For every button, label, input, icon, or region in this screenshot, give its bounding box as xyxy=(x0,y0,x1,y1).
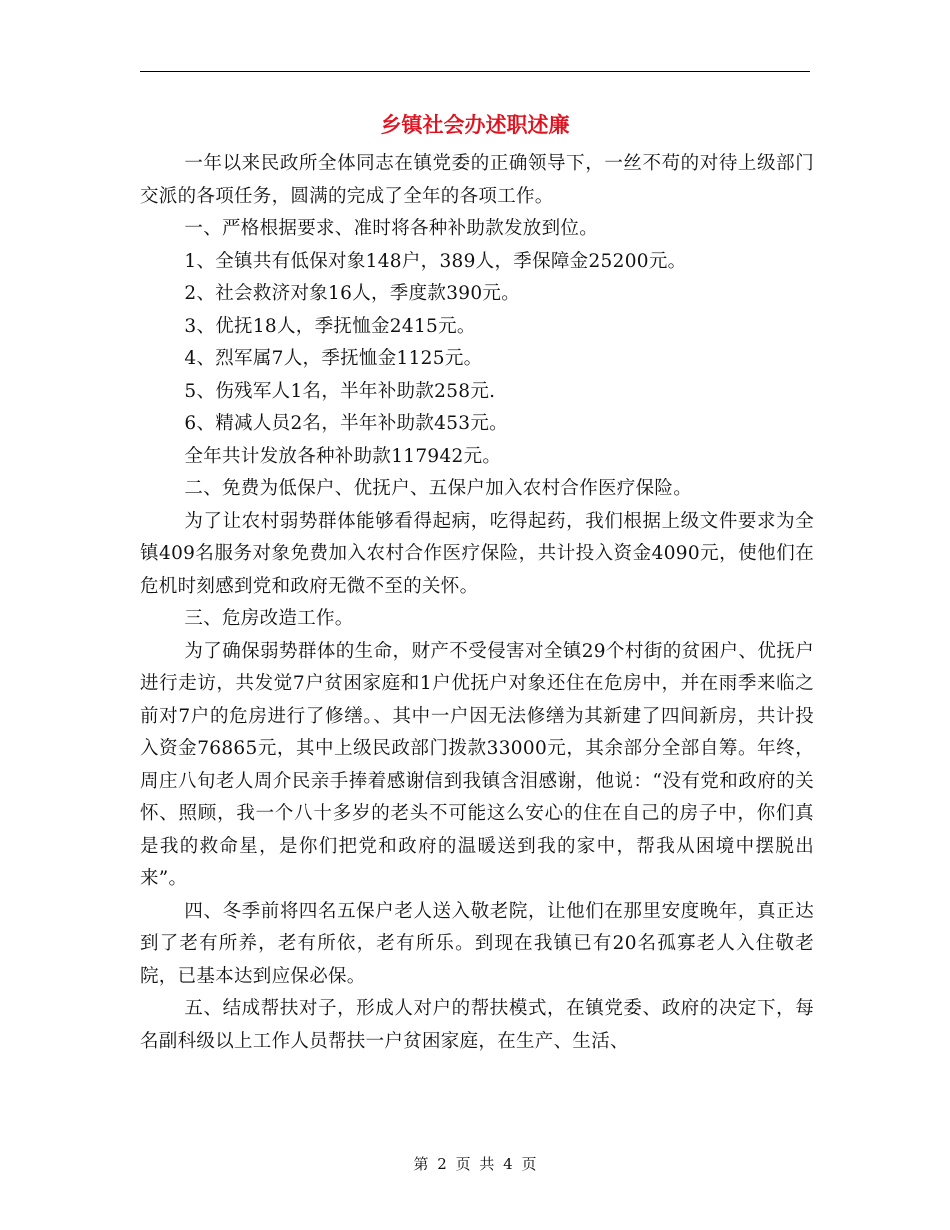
paragraph: 5、伤残军人1名，半年补助款258元. xyxy=(184,380,496,402)
paragraph: 4、烈军属7人，季抚恤金1125元。 xyxy=(184,348,483,369)
paragraph: 三、危房改造工作。 xyxy=(184,608,354,629)
paragraph: 二、免费为低保户、优抚户、五保户加入农村合作医疗保险。 xyxy=(184,478,692,499)
paragraph: 一、严格根据要求、准时将各种补助款发放到位。 xyxy=(184,218,598,239)
paragraph: 3、优抚18人，季抚恤金2415元。 xyxy=(184,315,476,337)
header-rule xyxy=(140,71,810,72)
paragraph: 为了确保弱势群体的生命，财产不受侵害对全镇29个村街的贫困户、优抚户进行走访，共发觉7户贫困家庭和1户优抚户对象还住在危房中，并在雨季来临之前对7户的危房进行了修缮。、其中一户因无法修缮为其新建了四间新房，共计投入资金76865元，其中上级民政部门拨款33000元，其余部分全部自筹。年终，周庄八旬老人周介民亲手捧着感谢信到我镇含泪感谢，他说：“没有党和政府的关怀、照顾，我一个八十多岁的老头不可能这么安心的住在自己的房子中，你们真是我的救命星，是你们把党和政府的温暖送到我的家中，帮我从困境中摆脱出来”。 xyxy=(140,640,814,889)
paragraph: 2、社会救济对象16人，季度款390元。 xyxy=(184,283,521,304)
paragraph: 四、冬季前将四名五保户老人送入敬老院，让他们在那里安度晚年，真正达到了老有所养，老有所依，老有所乐。到现在我镇已有20名孤寡老人入住敬老院，已基本达到应保必保。 xyxy=(140,900,814,987)
paragraph: 6、精减人员2名，半年补助款453元。 xyxy=(184,413,508,434)
page-footer: 第 2 页 共 4 页 xyxy=(413,1155,537,1173)
paragraph: 一年以来民政所全体同志在镇党委的正确领导下，一丝不苟的对待上级部门交派的各项任务，圆满的完成了全年的各项工作。 xyxy=(140,153,814,207)
paragraph: 1、全镇共有低保对象148户，389人，季保障金25200元。 xyxy=(184,250,687,272)
paragraph: 五、结成帮扶对子，形成人对户的帮扶模式，在镇党委、政府的决定下，每名副科级以上工作人员帮扶一户贫困家庭，在生产、生活、 xyxy=(140,998,814,1052)
paragraph: 为了让农村弱势群体能够看得起病，吃得起药，我们根据上级文件要求为全镇409名服务对象免费加入农村合作医疗保险，共计投入资金4090元，使他们在危机时刻感到党和政府无微不至的关怀。 xyxy=(140,510,814,597)
document-body xyxy=(140,148,814,1058)
document-title: 乡镇社会办述职述廉 xyxy=(380,112,570,137)
paragraph: 全年共计发放各种补助款117942元。 xyxy=(184,445,502,467)
